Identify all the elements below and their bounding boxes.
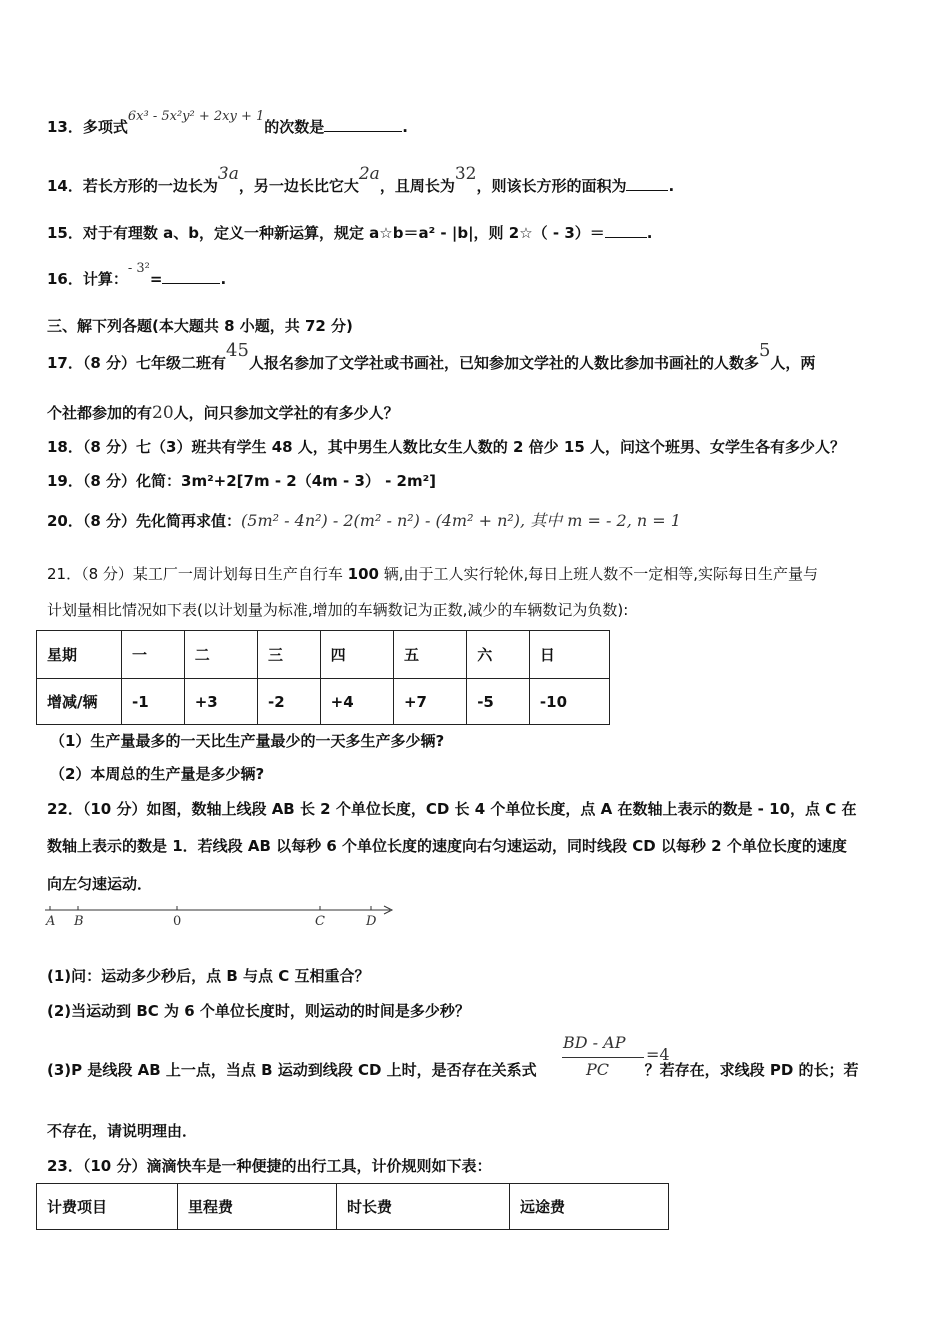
table-cell: 四 [320,631,393,679]
table-cell: 三 [257,631,320,679]
table-cell: 一 [122,631,185,679]
table-cell: -5 [467,679,530,725]
fraction-expression [562,1033,670,1083]
question-16: 16．计算：- 3²= . [47,261,227,288]
q17-number-5: 5 [758,340,771,361]
table-cell: 计费项目 [37,1184,178,1230]
label-0: 0 [173,914,182,929]
table-row [37,631,610,679]
question-22-sub-3-cont: 不存在，请说明理由． [47,1122,198,1140]
table-cell: 六 [467,631,530,679]
question-23: 23．（10 分）滴滴快车是一种便捷的出行工具，计价规则如下表： [47,1157,492,1175]
q16-label: 16．计算： [47,270,128,288]
question-17-line-1: 17．（8 分）七年级二班有45人报名参加了文学社或书画社，已知参加文学社的人数比参加书画社的人数多5人，两 [47,340,816,372]
question-22-sub-3: (3)P 是线段 AB 上一点，当点 B 运动到线段 CD 上时，是否存在关系式 ？若存在，求线段 PD 的长；若 [47,1061,859,1079]
question-20: 20．（8 分）先化简再求值：(5m² - 4n²) - 2(m² - n²) - (4m² + n²), 其中 m = - 2, n = 1 [47,511,681,530]
fare-table [36,1183,669,1230]
question-22-line-1: 22．（10 分）如图，数轴上线段 AB 长 2 个单位长度，CD 长 4 个单位长度，点 A 在数轴上表示的数是 - 10，点 C 在 [47,800,857,818]
table-cell: -1 [122,679,185,725]
section-3-title: 三、解下列各题(本大题共 8 小题，共 72 分) [47,317,353,335]
fraction-numerator: BD - AP [563,1033,626,1052]
q14-answer-blank[interactable] [626,176,668,191]
question-22-line-3: 向左匀速运动． [47,875,153,893]
q13-answer-blank[interactable] [324,117,402,132]
question-18: 18．（8 分）七（3）班共有学生 48 人，其中男生人数比女生人数的 2 倍少 15 人，问这个班男、女学生各有多少人？ [47,438,845,456]
fraction-bar [562,1057,644,1058]
q16-answer-blank[interactable] [162,269,220,284]
question-21-line-1: 21．（8 分）某工厂一周计划每日生产自行车 100 辆,由于工人实行轮休,每日上班人数不一定相等,实际每日生产量与 [47,565,819,583]
question-22-line-2: 数轴上表示的数是 1．若线段 AB 以每秒 6 个单位长度的速度向右匀速运动，同时线段 CD 以每秒 2 个单位长度的速度 [47,837,847,855]
table-cell: +7 [393,679,466,725]
question-22-sub-2: (2)当运动到 BC 为 6 个单位长度时，则运动的时间是多少秒？ [47,1002,470,1020]
table-cell: +3 [184,679,257,725]
number-line-figure [40,900,400,930]
fraction-equals: =4 [646,1045,670,1064]
question-21-sub-1: （1）生产量最多的一天比生产量最少的一天多生产多少辆? [50,732,445,750]
table-cell: 日 [529,631,609,679]
table-cell: +4 [320,679,393,725]
table-row [37,679,610,725]
table-cell: 时长费 [337,1184,510,1230]
question-14: 14．若长方形的一边长为3a，另一边长比它大2a，且周长为32，则该长方形的面积为 . [47,164,675,195]
q20-expression: (5m² - 4n²) - 2(m² - n²) - (4m² + n²), 其中 m = - 2, n = 1 [241,511,681,530]
table-cell: 二 [184,631,257,679]
question-13: 13．多项式6x³ - 5x²y² + 2xy + 1的次数是 . [47,109,408,136]
question-22-sub-1: (1)问：运动多少秒后，点 B 与点 C 互相重合？ [47,967,370,985]
question-21-line-2: 计划量相比情况如下表(以计划量为标准,增加的车辆数记为正数,减少的车辆数记为负数): [47,601,629,619]
q17-number-20: 20 [152,403,174,423]
q14-perimeter: 32 [454,164,477,184]
question-17-line-2: 个社都参加的有20人，问只参加文学社的有多少人？ [47,403,399,423]
table-row [37,1184,669,1230]
table-cell: -10 [529,679,609,725]
question-19: 19．（8 分）化简：3m²+2[7m - 2（4m - 3） - 2m²] [47,472,437,490]
q15-answer-blank[interactable] [605,223,647,238]
q14-diff: 2a [358,164,380,184]
question-21-sub-2: （2）本周总的生产量是多少辆? [50,765,265,783]
label-d: D [366,914,377,929]
production-table [36,630,610,725]
q17-number-45: 45 [226,340,249,361]
table-cell: 五 [393,631,466,679]
label-c: C [315,914,325,929]
q13-tail: 的次数是 [264,118,325,136]
q16-expression: - 3² [127,261,150,276]
table-cell: 增减/辆 [37,679,122,725]
q13-polynomial: 6x³ - 5x²y² + 2xy + 1 [127,109,265,124]
question-15: 15．对于有理数 a、b，定义一种新运算，规定 a☆b＝a² - |b|，则 2☆（ - 3）＝ . [47,224,653,242]
q13-label: 13．多项式 [47,118,128,136]
q15-text: 15．对于有理数 a、b，定义一种新运算，规定 a☆b＝a² - |b|，则 2☆（ - 3）＝ [47,224,605,242]
table-cell: 里程费 [178,1184,337,1230]
table-cell: 星期 [37,631,122,679]
label-a: A [46,914,56,929]
fraction-denominator: PC [586,1060,610,1079]
q14-label: 14．若长方形的一边长为 [47,177,218,195]
table-cell: -2 [257,679,320,725]
label-b: B [74,914,84,929]
q14-side-a: 3a [217,164,239,184]
table-cell: 远途费 [510,1184,669,1230]
